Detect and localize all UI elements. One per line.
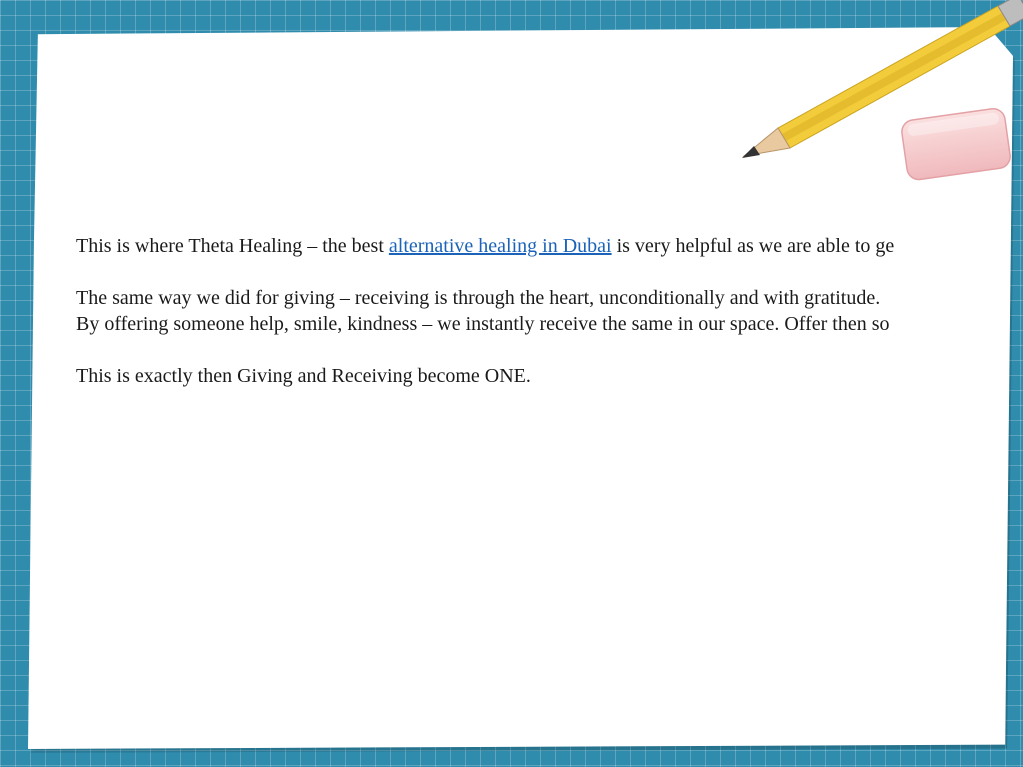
paragraph-conclusion: This is exactly then Giving and Receiving become ONE.	[76, 365, 531, 387]
paragraph-receiving-line-2: By offering someone help, smile, kindness – we instantly receive the same in our space. Offer then so	[76, 313, 890, 335]
alternative-healing-link[interactable]: alternative healing in Dubai	[388, 235, 612, 257]
paragraph-gap	[76, 337, 1023, 363]
paragraph-receiving-line-1: The same way we did for giving – receiving is through the heart, unconditionally and with gratitude.	[76, 287, 881, 309]
paragraph-gap	[76, 259, 1023, 285]
document-body	[76, 233, 1023, 389]
paragraph-text: This is where Theta Healing – the best	[76, 235, 389, 257]
paragraph-text: is very helpful as we are able to ge	[611, 235, 895, 257]
eraser-icon	[898, 104, 1016, 184]
paragraph-theta-healing	[76, 233, 1023, 259]
